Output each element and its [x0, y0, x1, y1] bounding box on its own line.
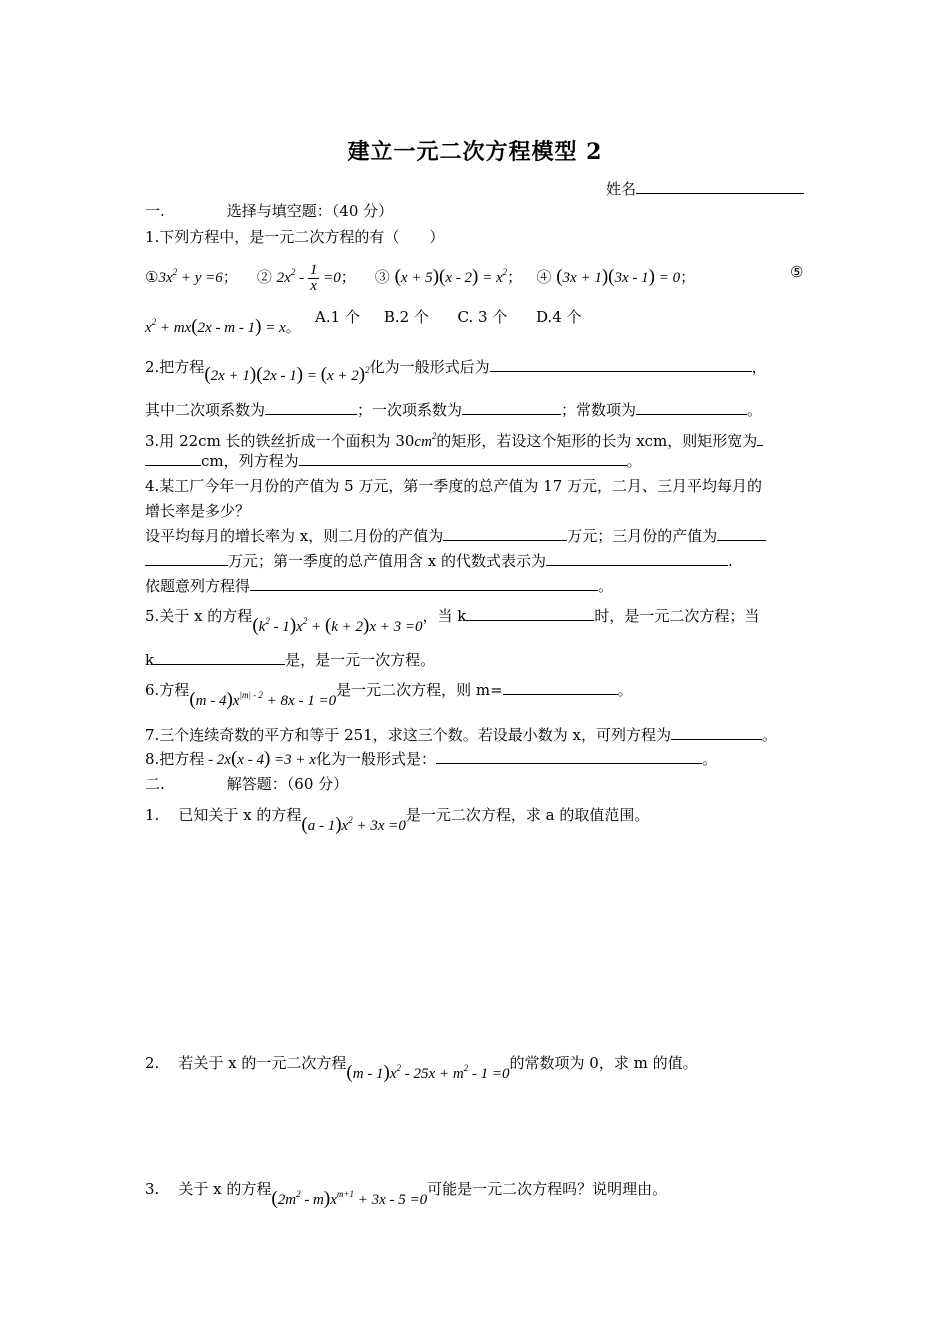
- q1-stem: 1.下列方程中，是一元二次方程的有（ ）: [145, 228, 445, 246]
- q1-options: $①3x^2 + y =6$； ② $2x^2$ - $\frac{1}{x}$ =0； ③ $(x + 5)(x - 2) = x^2$； ④ (3x + 1)(3x - 1) = 0； ⑤: [145, 262, 804, 295]
- q2-line1: 2.把方程$(2x + 1)(2x - 1) = (x + 2)^2$化为一般形式后为 ，: [145, 358, 767, 385]
- q3-line2: cm，列方程为 。: [145, 451, 642, 471]
- q1-option5-and-choices: $x^2 + mx(2x - m - 1) = x$。 A.1 个 B.2 个 C. 3 个 D.4 个: [145, 308, 582, 337]
- q2-line2: 其中二次项系数为 ；一次项系数为 ；常数项为 。: [145, 401, 763, 419]
- q4-line5: 依题意列方程得 。: [145, 577, 614, 595]
- section-two-heading: 二. 解答题：（60 分）: [145, 775, 349, 793]
- q5-line1: 5.关于 x 的方程$(k^2 - 1)x^2 + (k + 2)x + 3 =0$，当 k 时，是一元二次方程；当: [145, 607, 760, 636]
- q3-line1: 3.用 22cm 长的铁丝折成一个面积为 $30cm^2$的矩形，若设这个矩形的长为 xcm，则矩形宽为: [145, 426, 763, 452]
- q4-line4: 万元；第一季度的总产值用含 x 的代数式表示为 .: [145, 551, 733, 571]
- q4-line2: 增长率是多少？: [145, 502, 251, 520]
- q4-line1: 4.某工厂今年一月份的产值为 5 万元，第一季度的总产值为 17 万元，二月、三月平均每月的: [145, 477, 763, 495]
- q7: 7.三个连续奇数的平方和等于 251，求这三个数。若设最小数为 x，可列方程为 。: [145, 726, 777, 744]
- q6: 6.方程$(m - 4)x^{|m| - 2} + 8x - 1 =0$是一元二次方程，则 m= 。: [145, 681, 633, 710]
- q2-answer-blank[interactable]: [490, 357, 752, 372]
- problem-3: 3. 关于 x 的方程$(2m^2 - m)x^{m+1} + 3x - 5 =0$可能是一元二次方程吗？说明理由。: [145, 1180, 668, 1209]
- problem-2: 2. 若关于 x 的一元二次方程$(m - 1)x^2 - 25x + m^2 - 1 =0$的常数项为 0，求 m 的值。: [145, 1054, 698, 1083]
- q5-line2: k 是，是一元一次方程。: [145, 651, 436, 669]
- q4-line3: 设平均每月的增长率为 x，则二月份的产值为 万元；三月份的产值为: [145, 526, 766, 546]
- problem-1: 1. 已知关于 x 的方程$(a - 1)x^2 + 3x =0$是一元二次方程，求 a 的取值范围。: [145, 806, 650, 835]
- q8: 8.把方程 - 2x(x - 4) =3 + x化为一般形式是： 。: [145, 748, 717, 769]
- section-one-heading: 一. 选择与填空题：（40 分）: [145, 202, 394, 220]
- page-title: 建立一元二次方程模型 2: [347, 139, 603, 165]
- name-field[interactable]: [606, 178, 804, 199]
- name-label: 姓名: [606, 180, 637, 198]
